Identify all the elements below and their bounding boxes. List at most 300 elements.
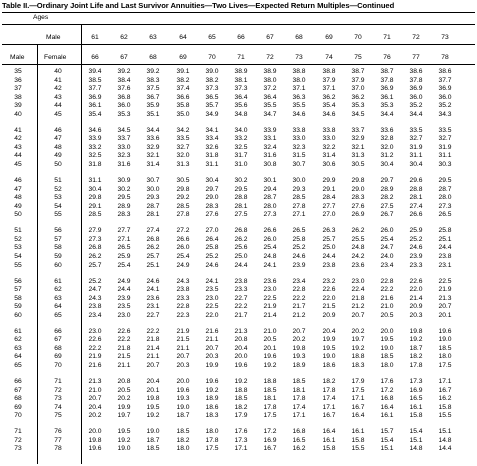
table-value-cell: 16.1 [351, 428, 365, 435]
table-value-cell: 16.8 [292, 428, 306, 435]
table-value-cell: 21.1 [205, 336, 219, 343]
table-value-cell: 23.0 [88, 328, 102, 335]
table-value-cell: 37.1 [292, 85, 306, 92]
table-value-cell: 20.7 [205, 345, 219, 352]
table-value-cell: 24.7 [88, 286, 102, 293]
table-value-cell: 37.7 [438, 77, 452, 84]
table-value-cell: 18.5 [438, 345, 452, 352]
table-value-cell: 20.2 [88, 412, 102, 419]
table-value-cell: 28.3 [117, 211, 131, 218]
table-value-cell: 32.2 [322, 144, 336, 151]
male-age-header-cell: 65 [208, 34, 216, 41]
table-value-cell: 28.3 [205, 203, 219, 210]
table-value-cell: 23.4 [380, 262, 394, 269]
table-value-cell: 27.8 [292, 203, 306, 210]
table-value-cell: 38.6 [438, 68, 452, 75]
table-value-cell: 28.9 [380, 186, 394, 193]
male-age-cell: 45 [14, 161, 22, 168]
table-value-cell: 27.2 [176, 227, 190, 234]
table-value-cell: 37.6 [117, 85, 131, 92]
table-value-cell: 23.0 [205, 295, 219, 302]
table-value-cell: 18.2 [409, 353, 423, 360]
female-age-header-cell: 68 [149, 54, 157, 61]
table-value-cell: 31.1 [409, 152, 423, 159]
table-value-cell: 33.9 [88, 135, 102, 142]
female-age-cell: 57 [54, 236, 62, 243]
table-value-cell: 18.1 [263, 395, 277, 402]
table-value-cell: 17.6 [380, 378, 394, 385]
table-value-cell: 28.7 [146, 203, 160, 210]
table-value-cell: 19.6 [88, 445, 102, 452]
table-value-cell: 22.6 [322, 286, 336, 293]
table-value-cell: 34.2 [176, 127, 190, 134]
table-value-cell: 19.0 [438, 336, 452, 343]
table-value-cell: 19.8 [88, 437, 102, 444]
table-value-cell: 26.2 [88, 253, 102, 260]
table-value-cell: 17.3 [409, 378, 423, 385]
table-value-cell: 29.1 [88, 203, 102, 210]
male-age-cell: 41 [14, 127, 22, 134]
table-value-cell: 23.0 [351, 278, 365, 285]
male-column-header: Male [10, 54, 25, 61]
table-value-cell: 14.8 [409, 445, 423, 452]
female-age-header-cell: 69 [179, 54, 187, 61]
male-age-cell: 68 [14, 395, 22, 402]
table-value-cell: 38.4 [117, 77, 131, 84]
table-value-cell: 20.1 [438, 312, 452, 319]
table-value-cell: 35.3 [117, 111, 131, 118]
table-value-cell: 31.6 [263, 152, 277, 159]
header-bottom-rule [2, 64, 475, 65]
table-value-cell: 39.0 [205, 68, 219, 75]
table-value-cell: 26.2 [351, 227, 365, 234]
table-value-cell: 33.9 [263, 127, 277, 134]
ages-header: Ages [33, 14, 49, 21]
table-value-cell: 16.2 [438, 395, 452, 402]
table-value-cell: 21.5 [117, 353, 131, 360]
table-value-cell: 17.8 [409, 362, 423, 369]
female-age-cell: 40 [54, 68, 62, 75]
table-value-cell: 26.6 [409, 211, 423, 218]
table-value-cell: 26.9 [351, 211, 365, 218]
table-value-cell: 32.7 [438, 135, 452, 142]
table-value-cell: 24.6 [409, 244, 423, 251]
table-value-cell: 36.2 [351, 94, 365, 101]
table-value-cell: 18.0 [176, 445, 190, 452]
table-value-cell: 22.2 [117, 336, 131, 343]
table-value-cell: 32.3 [292, 144, 306, 151]
table-value-cell: 19.0 [176, 404, 190, 411]
table-value-cell: 37.7 [88, 85, 102, 92]
table-value-cell: 39.2 [117, 68, 131, 75]
female-age-cell: 73 [54, 395, 62, 402]
female-age-cell: 63 [54, 295, 62, 302]
table-value-cell: 30.3 [438, 161, 452, 168]
table-value-cell: 17.4 [292, 404, 306, 411]
table-value-cell: 28.1 [409, 194, 423, 201]
table-value-cell: 38.7 [380, 68, 394, 75]
female-age-cell: 66 [54, 328, 62, 335]
table-value-cell: 16.7 [351, 404, 365, 411]
table-value-cell: 37.0 [351, 85, 365, 92]
table-value-cell: 22.3 [176, 312, 190, 319]
table-value-cell: 30.1 [263, 177, 277, 184]
table-value-cell: 16.7 [263, 445, 277, 452]
table-value-cell: 38.7 [351, 68, 365, 75]
table-value-cell: 21.6 [88, 362, 102, 369]
table-value-cell: 25.9 [409, 227, 423, 234]
table-value-cell: 22.2 [88, 345, 102, 352]
table-value-cell: 19.0 [380, 345, 394, 352]
table-value-cell: 37.9 [322, 77, 336, 84]
table-value-cell: 30.5 [351, 161, 365, 168]
table-value-cell: 38.2 [176, 77, 190, 84]
table-value-cell: 17.1 [322, 404, 336, 411]
table-value-cell: 38.3 [146, 77, 160, 84]
table-value-cell: 31.2 [380, 152, 394, 159]
table-value-cell: 21.4 [146, 345, 160, 352]
table-value-cell: 19.5 [322, 345, 336, 352]
table-value-cell: 23.1 [438, 262, 452, 269]
table-value-cell: 16.8 [380, 395, 394, 402]
female-age-cell: 60 [54, 262, 62, 269]
table-value-cell: 34.4 [380, 111, 394, 118]
table-value-cell: 28.8 [409, 186, 423, 193]
table-value-cell: 37.5 [146, 85, 160, 92]
table-value-cell: 16.2 [292, 445, 306, 452]
table-value-cell: 23.9 [409, 253, 423, 260]
table-value-cell: 34.3 [438, 111, 452, 118]
table-value-cell: 32.1 [351, 144, 365, 151]
male-age-cell: 66 [14, 378, 22, 385]
table-value-cell: 38.1 [234, 77, 248, 84]
female-age-cell: 72 [54, 387, 62, 394]
table-value-cell: 36.8 [117, 94, 131, 101]
table-value-cell: 25.0 [322, 244, 336, 251]
table-value-cell: 35.8 [176, 102, 190, 109]
male-age-cell: 54 [14, 253, 22, 260]
table-value-cell: 30.6 [322, 161, 336, 168]
male-age-cell: 36 [14, 77, 22, 84]
table-value-cell: 28.3 [351, 194, 365, 201]
female-age-cell: 47 [54, 135, 62, 142]
table-value-cell: 35.3 [380, 102, 394, 109]
table-value-cell: 20.3 [409, 312, 423, 319]
table-value-cell: 20.1 [146, 387, 160, 394]
table-value-cell: 32.5 [88, 152, 102, 159]
table-value-cell: 35.9 [146, 102, 160, 109]
table-value-cell: 21.0 [263, 328, 277, 335]
table-value-cell: 23.3 [234, 286, 248, 293]
table-value-cell: 26.8 [88, 244, 102, 251]
table-value-cell: 24.9 [176, 262, 190, 269]
table-value-cell: 19.8 [409, 328, 423, 335]
table-value-cell: 22.0 [409, 286, 423, 293]
table-value-cell: 23.6 [263, 278, 277, 285]
table-value-cell: 26.5 [438, 211, 452, 218]
female-age-cell: 42 [54, 85, 62, 92]
table-value-cell: 35.5 [292, 102, 306, 109]
table-value-cell: 29.4 [263, 186, 277, 193]
table-value-cell: 35.4 [88, 111, 102, 118]
table-value-cell: 31.1 [88, 177, 102, 184]
table-value-cell: 15.8 [322, 445, 336, 452]
table-value-cell: 19.5 [117, 428, 131, 435]
male-age-cell: 59 [14, 303, 22, 310]
male-age-cell: 60 [14, 312, 22, 319]
table-value-cell: 19.2 [146, 412, 160, 419]
table-value-cell: 17.5 [438, 362, 452, 369]
table-value-cell: 25.0 [234, 253, 248, 260]
female-age-cell: 64 [54, 303, 62, 310]
female-age-cell: 65 [54, 312, 62, 319]
table-value-cell: 23.1 [146, 303, 160, 310]
table-value-cell: 19.0 [117, 445, 131, 452]
table-value-cell: 18.8 [234, 387, 248, 394]
table-value-cell: 25.4 [380, 236, 394, 243]
table-value-cell: 20.5 [380, 312, 394, 319]
male-age-header-cell: 69 [325, 34, 333, 41]
table-value-cell: 17.5 [351, 387, 365, 394]
table-value-cell: 17.1 [234, 445, 248, 452]
table-value-cell: 38.6 [409, 68, 423, 75]
table-value-cell: 26.5 [292, 227, 306, 234]
table-value-cell: 15.4 [380, 437, 394, 444]
table-value-cell: 20.0 [380, 328, 394, 335]
male-age-cell: 62 [14, 336, 22, 343]
table-value-cell: 19.6 [234, 362, 248, 369]
table-value-cell: 26.6 [176, 236, 190, 243]
table-value-cell: 17.2 [263, 428, 277, 435]
table-value-cell: 15.4 [409, 428, 423, 435]
table-value-cell: 20.2 [351, 328, 365, 335]
table-value-cell: 17.6 [234, 428, 248, 435]
table-value-cell: 25.2 [205, 253, 219, 260]
table-value-cell: 22.6 [88, 336, 102, 343]
table-value-cell: 16.7 [438, 387, 452, 394]
table-value-cell: 15.8 [409, 412, 423, 419]
table-value-cell: 23.6 [146, 295, 160, 302]
table-value-cell: 31.6 [117, 161, 131, 168]
table-value-cell: 28.5 [176, 203, 190, 210]
table-value-cell: 20.7 [438, 303, 452, 310]
female-age-cell: 70 [54, 362, 62, 369]
table-value-cell: 21.8 [146, 336, 160, 343]
table-value-cell: 38.8 [322, 68, 336, 75]
table-value-cell: 25.7 [88, 262, 102, 269]
female-age-header-cell: 72 [266, 54, 274, 61]
male-age-cell: 61 [14, 328, 22, 335]
table-value-cell: 21.5 [176, 336, 190, 343]
table-value-cell: 19.8 [146, 395, 160, 402]
table-value-cell: 15.7 [380, 428, 394, 435]
table-value-cell: 33.5 [176, 135, 190, 142]
table-value-cell: 20.7 [351, 312, 365, 319]
table-value-cell: 38.8 [292, 68, 306, 75]
table-value-cell: 18.2 [176, 437, 190, 444]
table-value-cell: 33.0 [322, 135, 336, 142]
table-value-cell: 21.7 [234, 312, 248, 319]
table-value-cell: 36.9 [409, 85, 423, 92]
female-age-cell: 44 [54, 102, 62, 109]
male-age-cell: 64 [14, 353, 22, 360]
table-value-cell: 37.3 [205, 85, 219, 92]
table-value-cell: 20.5 [117, 387, 131, 394]
table-value-cell: 36.5 [205, 94, 219, 101]
table-value-cell: 23.6 [351, 262, 365, 269]
table-value-cell: 16.4 [351, 412, 365, 419]
male-age-cell: 51 [14, 227, 22, 234]
table-value-cell: 26.3 [322, 227, 336, 234]
table-value-cell: 31.5 [292, 152, 306, 159]
female-age-cell: 67 [54, 336, 62, 343]
table-value-cell: 26.4 [205, 236, 219, 243]
table-value-cell: 26.8 [234, 227, 248, 234]
table-value-cell: 29.3 [146, 194, 160, 201]
table-value-cell: 22.0 [205, 312, 219, 319]
table-value-cell: 20.4 [322, 328, 336, 335]
table-value-cell: 19.0 [146, 428, 160, 435]
table-value-cell: 19.9 [205, 362, 219, 369]
table-value-cell: 31.8 [205, 152, 219, 159]
table-value-cell: 34.6 [322, 111, 336, 118]
table-value-cell: 21.6 [205, 328, 219, 335]
table-value-cell: 17.9 [234, 412, 248, 419]
table-value-cell: 28.1 [234, 203, 248, 210]
table-value-cell: 31.4 [322, 152, 336, 159]
table-value-cell: 27.6 [351, 203, 365, 210]
table-value-cell: 33.8 [292, 127, 306, 134]
female-age-header-cell: 74 [325, 54, 333, 61]
table-value-cell: 23.8 [322, 262, 336, 269]
table-value-cell: 18.9 [292, 362, 306, 369]
table-value-cell: 33.4 [205, 135, 219, 142]
table-value-cell: 37.3 [234, 85, 248, 92]
table-value-cell: 19.6 [263, 353, 277, 360]
male-age-cell: 67 [14, 387, 22, 394]
table-value-cell: 26.6 [263, 227, 277, 234]
male-age-cell: 52 [14, 236, 22, 243]
table-value-cell: 26.7 [380, 211, 394, 218]
table-value-cell: 30.7 [146, 177, 160, 184]
table-value-cell: 20.9 [322, 312, 336, 319]
table-value-cell: 33.5 [409, 127, 423, 134]
table-value-cell: 23.5 [117, 303, 131, 310]
table-value-cell: 35.6 [234, 102, 248, 109]
table-value-cell: 37.2 [263, 85, 277, 92]
table-value-cell: 36.9 [88, 94, 102, 101]
table-value-cell: 34.4 [146, 127, 160, 134]
male-age-cell: 71 [14, 428, 22, 435]
female-age-cell: 54 [54, 203, 62, 210]
female-age-cell: 51 [54, 177, 62, 184]
female-age-cell: 49 [54, 152, 62, 159]
table-value-cell: 19.6 [176, 387, 190, 394]
table-value-cell: 20.8 [117, 378, 131, 385]
table-value-cell: 18.0 [380, 362, 394, 369]
table-value-cell: 34.1 [205, 127, 219, 134]
table-value-cell: 35.5 [263, 102, 277, 109]
table-value-cell: 19.2 [351, 345, 365, 352]
table-value-cell: 38.0 [263, 77, 277, 84]
female-age-header-cell: 67 [120, 54, 128, 61]
table-value-cell: 18.7 [409, 345, 423, 352]
table-value-cell: 18.3 [205, 412, 219, 419]
table-value-cell: 30.0 [292, 177, 306, 184]
table-value-cell: 20.0 [176, 378, 190, 385]
female-age-cell: 41 [54, 77, 62, 84]
table-value-cell: 24.4 [322, 253, 336, 260]
female-age-header-cell: 75 [354, 54, 362, 61]
table-value-cell: 37.8 [409, 77, 423, 84]
male-age-header-cell: 62 [120, 34, 128, 41]
table-value-cell: 32.8 [380, 135, 394, 142]
table-value-cell: 26.0 [263, 236, 277, 243]
table-value-cell: 30.2 [117, 186, 131, 193]
table-value-cell: 20.3 [176, 362, 190, 369]
table-value-cell: 17.5 [263, 412, 277, 419]
table-value-cell: 24.4 [234, 262, 248, 269]
table-value-cell: 36.0 [117, 102, 131, 109]
table-value-cell: 27.7 [117, 227, 131, 234]
table-value-cell: 19.2 [263, 362, 277, 369]
table-value-cell: 36.1 [380, 94, 394, 101]
table-value-cell: 32.0 [380, 144, 394, 151]
table-value-cell: 28.7 [438, 186, 452, 193]
table-value-cell: 23.8 [234, 278, 248, 285]
table-value-cell: 38.9 [234, 68, 248, 75]
ages-rule [2, 24, 475, 25]
table-value-cell: 21.0 [380, 303, 394, 310]
table-value-cell: 27.5 [234, 211, 248, 218]
male-age-header-cell: 61 [91, 34, 99, 41]
table-value-cell: 35.4 [322, 102, 336, 109]
table-value-cell: 21.3 [88, 378, 102, 385]
table-value-cell: 19.5 [146, 404, 160, 411]
table-value-cell: 35.2 [409, 102, 423, 109]
table-value-cell: 23.4 [88, 312, 102, 319]
male-age-cell: 39 [14, 102, 22, 109]
table-value-cell: 15.1 [409, 437, 423, 444]
table-value-cell: 37.8 [380, 77, 394, 84]
table-value-cell: 29.8 [176, 186, 190, 193]
table-value-cell: 29.5 [234, 186, 248, 193]
table-value-cell: 24.8 [263, 253, 277, 260]
table-value-cell: 18.5 [176, 428, 190, 435]
table-value-cell: 32.5 [234, 144, 248, 151]
table-value-cell: 36.0 [409, 94, 423, 101]
table-value-cell: 36.0 [438, 94, 452, 101]
table-value-cell: 39.2 [146, 68, 160, 75]
female-age-cell: 75 [54, 412, 62, 419]
male-age-cell: 73 [14, 445, 22, 452]
table-value-cell: 21.5 [322, 303, 336, 310]
table-value-cell: 31.9 [438, 144, 452, 151]
table-value-cell: 31.8 [88, 161, 102, 168]
table-value-cell: 15.8 [438, 404, 452, 411]
male-age-header-cell: 64 [179, 34, 187, 41]
table-value-cell: 20.4 [146, 378, 160, 385]
table-value-cell: 34.5 [117, 127, 131, 134]
table-value-cell: 30.7 [292, 161, 306, 168]
table-value-cell: 25.8 [292, 236, 306, 243]
table-value-cell: 30.8 [263, 161, 277, 168]
table-value-cell: 19.9 [322, 336, 336, 343]
table-value-cell: 24.6 [292, 253, 306, 260]
table-value-cell: 25.8 [205, 244, 219, 251]
table-value-cell: 17.8 [205, 437, 219, 444]
table-value-cell: 18.9 [205, 395, 219, 402]
